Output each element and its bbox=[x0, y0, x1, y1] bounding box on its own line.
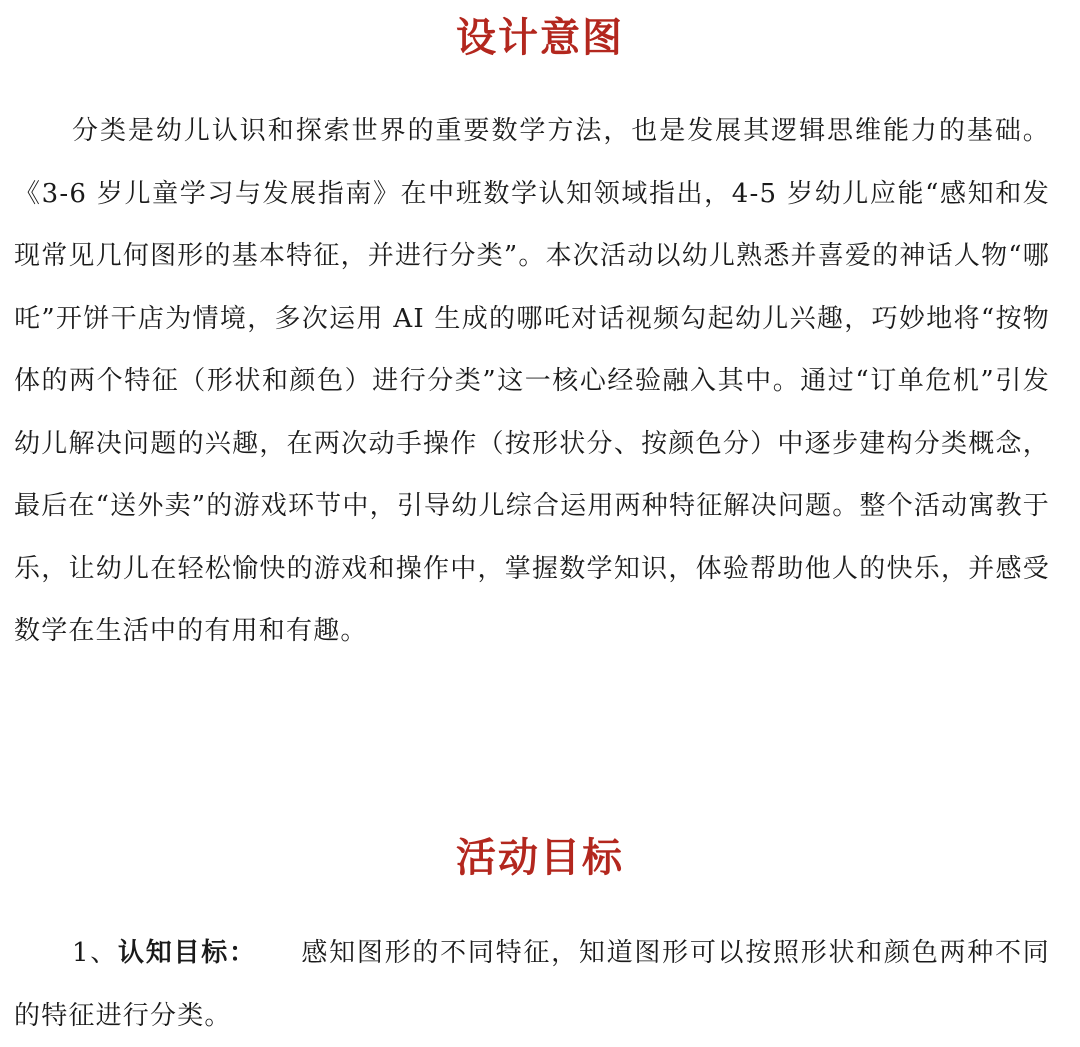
activity-goals-heading: 活动目标 bbox=[456, 835, 624, 881]
cognitive-goal-item bbox=[14, 922, 1050, 1047]
goal-text: 感知图形的不同特征，知道图形可以按照形状和颜色两种不同的特征进行分类。 bbox=[14, 938, 1050, 1031]
design-intent-heading: 设计意图 bbox=[456, 15, 624, 61]
goal-label: 认知目标： bbox=[118, 938, 257, 968]
goal-number: 1、 bbox=[72, 938, 119, 968]
design-intent-paragraph: 分类是幼儿认识和探索世界的重要数学方法，也是发展其逻辑思维能力的基础。《3-6 岁儿童学习与发展指南》在中班数学认知领域指出，4-5 岁幼儿应能“感知和发现常见几何图形的基本特征，并进行分类”。本次活动以幼儿熟悉并喜爱的神话人物“哪吒”开饼干店为情境，多次运用 AI 生成的哪吒对话视频勾起幼儿兴趣，巧妙地将“按物体的两个特征（形状和颜色）进行分类”这一核心经验融入其中。通过“订单危机”引发幼儿解决问题的兴趣，在两次动手操作（按形状分、按颜色分）中逐步建构分类概念，最后在“送外卖”的游戏环节中，引导幼儿综合运用两种特征解决问题。整个活动寓教于乐，让幼儿在轻松愉快的游戏和操作中，掌握数学知识，体验帮助他人的快乐，并感受数学在生活中的有用和有趣。 bbox=[14, 116, 1050, 646]
